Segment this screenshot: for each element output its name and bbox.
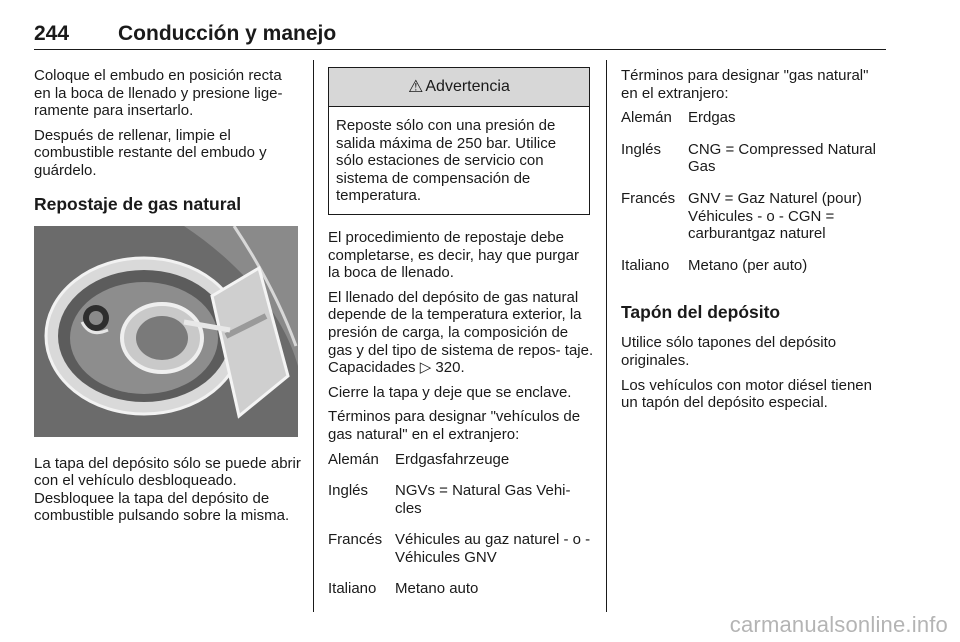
table-row: [621, 141, 889, 190]
term-language: Inglés: [621, 140, 662, 158]
warning-body: Reposte sólo con una presión de salida máxima de 250 bar. Utilice sólo estaciones de servicio con sistema de compensación de temperatura.: [336, 117, 557, 205]
column-3: [621, 67, 889, 419]
table-row: [328, 531, 594, 580]
warning-title: Advertencia: [425, 78, 510, 96]
original-caps-paragraph: Utilice sólo tapones del depósito originales.: [621, 334, 837, 369]
table-row: [621, 109, 889, 141]
term-language: Francés: [621, 189, 676, 207]
term-language: Alemán: [328, 450, 379, 468]
cleanup-paragraph: Después de rellenar, limpie el combustible restante del embudo y guárdelo.: [34, 126, 267, 179]
vehicle-terms-table: [328, 451, 594, 613]
header-rule: [34, 49, 886, 50]
warning-box: [328, 67, 590, 215]
gas-terms-intro: Términos para designar "gas natural" en el extranjero:: [621, 67, 869, 102]
gas-terms-table: [621, 109, 889, 288]
term-value: Metano auto: [395, 580, 479, 598]
term-value: Erdgas: [688, 109, 736, 127]
column-1: [34, 67, 302, 532]
term-value: NGVs = Natural Gas Vehi- cles: [395, 482, 571, 517]
page-number: 244: [34, 22, 70, 45]
warning-header: [329, 68, 589, 107]
term-language: Italiano: [621, 256, 670, 274]
term-language: Alemán: [621, 109, 672, 127]
diesel-cap-paragraph: Los vehículos con motor diésel tienen un tapón del depósito especial.: [621, 376, 872, 412]
fuel-filler-door-illustration: [34, 226, 298, 437]
fuel-door-paragraph: La tapa del depósito sólo se puede abrir con el vehículo desbloqueado. Desbloquee la tapa del depósito de combustible pulsando sobre la misma.: [34, 454, 301, 525]
page-title: Conducción y manejo: [118, 22, 337, 45]
table-row: [328, 580, 594, 612]
term-value: GNV = Gaz Naturel (pour) Véhicules - o - CGN = carburantgaz naturel: [688, 189, 862, 243]
funnel-instruction-paragraph: Coloque el embudo en posición recta en la boca de llenado y presione lige- ramente para insertarlo.: [34, 67, 283, 120]
warning-triangle-icon: ⚠: [408, 77, 424, 97]
term-value: CNG = Compressed Natural Gas: [688, 140, 876, 176]
vehicle-terms-intro: Términos para designar "vehículos de gas natural" en el extranjero:: [328, 408, 581, 443]
term-value: Metano (per auto): [688, 256, 808, 274]
term-language: Francés: [328, 531, 383, 549]
term-language: Inglés: [328, 482, 369, 500]
filling-conditions-paragraph: El llenado del depósito de gas natural depende de la temperatura exterior, la presión de carga, la composición de gas y del tipo de sistema de repos- taje. Capacidades ▷ 320.: [328, 288, 594, 377]
close-cap-paragraph: Cierre la tapa y deje que se enclave.: [328, 383, 572, 401]
table-row: [328, 451, 594, 483]
column-divider-1: [313, 60, 314, 612]
column-2: [328, 67, 594, 620]
term-value: Erdgasfahrzeuge: [395, 450, 510, 468]
term-language: Italiano: [328, 580, 377, 598]
column-divider-2: [606, 60, 607, 612]
watermark: carmanualsonline.info: [729, 612, 948, 637]
table-row: [328, 482, 594, 531]
section-heading-tank-cap: Tapón del depósito: [621, 302, 781, 323]
term-value: Véhicules au gaz naturel - o - Véhicules GNV: [395, 531, 591, 566]
section-heading-natural-gas: Repostaje de gas natural: [34, 193, 242, 214]
table-row: [621, 190, 889, 257]
purge-paragraph: El procedimiento de repostaje debe completarse, es decir, hay que purgar la boca de llenado.: [328, 228, 579, 282]
table-row: [621, 257, 889, 289]
